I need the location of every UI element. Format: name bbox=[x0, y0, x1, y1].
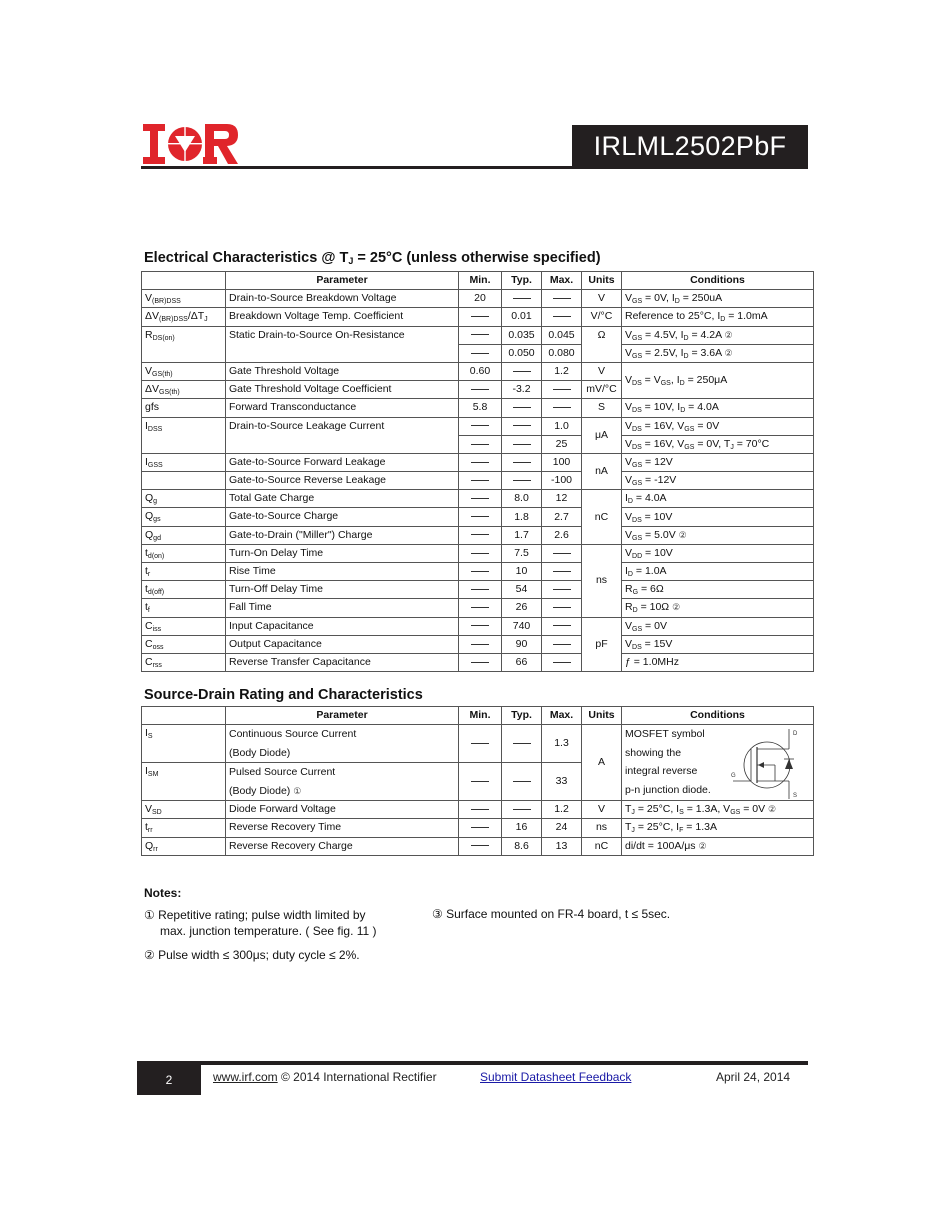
column-header bbox=[142, 707, 226, 725]
conditions-cell: $V_{DS} = V_{GS}$, $I_D = 250\mu A$ bbox=[622, 362, 814, 398]
symbol-cell: $t_{d(on)}$ bbox=[142, 544, 226, 562]
min-cell bbox=[459, 472, 502, 490]
footer-date: April 24, 2014 bbox=[716, 1070, 791, 1084]
conditions-cell: Reference to 25°C, $I_D = 1.0mA$ bbox=[622, 308, 814, 326]
table-row bbox=[142, 837, 814, 855]
note-1: ① Repetitive rating; pulse width limited by max. junction temperature. ( See fig. 11 ) bbox=[144, 908, 377, 938]
symbol-cell: $t_{d(off)}$ bbox=[142, 581, 226, 599]
max-cell: 1.0 bbox=[542, 417, 582, 435]
conditions-cell: $I_D = 1.0A$ bbox=[622, 563, 814, 581]
dash-placeholder bbox=[471, 743, 489, 744]
dash-placeholder bbox=[553, 389, 571, 390]
parameter-cell: Breakdown Voltage Temp. Coefficient bbox=[226, 308, 459, 326]
min-cell bbox=[459, 563, 502, 581]
parameter-cell: Pulsed Source Current (Body Diode) ① bbox=[226, 763, 459, 801]
min-cell: 0.60 bbox=[459, 362, 502, 380]
conditions-cell: $V_{DS} = 16V$, $V_{GS} = 0V$, $T_J = 70^\circ C$ bbox=[622, 435, 814, 453]
parameter-cell: Turn-On Delay Time bbox=[226, 544, 459, 562]
symbol-cell: $Q_{gs}$ bbox=[142, 508, 226, 526]
typ-cell: 7.5 bbox=[502, 544, 542, 562]
units-cell: μA bbox=[582, 417, 622, 453]
conditions-cell: $I_D = 4.0A$ bbox=[622, 490, 814, 508]
table-row bbox=[142, 290, 814, 308]
units-cell: ns bbox=[582, 819, 622, 837]
typ-cell: 8.0 bbox=[502, 490, 542, 508]
dash-placeholder bbox=[471, 845, 489, 846]
dash-placeholder bbox=[471, 425, 489, 426]
conditions-cell: $V_{DD} = 10V$ bbox=[622, 544, 814, 562]
min-cell bbox=[459, 617, 502, 635]
max-cell: 100 bbox=[542, 453, 582, 471]
parameter-cell: Output Capacitance bbox=[226, 635, 459, 653]
max-cell: 24 bbox=[542, 819, 582, 837]
min-cell bbox=[459, 417, 502, 435]
conditions-cell: $R_D = 10\Omega$ ② bbox=[622, 599, 814, 617]
typ-cell bbox=[502, 417, 542, 435]
max-cell bbox=[542, 308, 582, 326]
typ-cell bbox=[502, 435, 542, 453]
dash-placeholder bbox=[471, 607, 489, 608]
footer-copyright: www.irf.com © 2014 International Rectifier bbox=[213, 1070, 437, 1084]
dash-placeholder bbox=[553, 553, 571, 554]
mosfet-symbol-icon bbox=[727, 727, 807, 799]
symbol-cell: gfs bbox=[142, 399, 226, 417]
min-cell bbox=[459, 308, 502, 326]
min-cell: 20 bbox=[459, 290, 502, 308]
max-cell: 0.080 bbox=[542, 344, 582, 362]
column-header: Typ. bbox=[502, 272, 542, 290]
dash-placeholder bbox=[471, 662, 489, 663]
units-cell: V bbox=[582, 290, 622, 308]
min-cell bbox=[459, 453, 502, 471]
conditions-cell: $V_{GS} = 0V$ bbox=[622, 617, 814, 635]
typ-cell: 54 bbox=[502, 581, 542, 599]
dash-placeholder bbox=[471, 498, 489, 499]
dash-placeholder bbox=[471, 644, 489, 645]
typ-cell: -3.2 bbox=[502, 381, 542, 399]
electrical-section-title: Electrical Characteristics @ $T_J = 25^\circ C$ (unless otherwise specified) bbox=[144, 250, 601, 266]
table-row bbox=[142, 308, 814, 326]
table-row bbox=[142, 508, 814, 526]
symbol-cell: $Q_{rr}$ bbox=[142, 837, 226, 855]
conditions-cell: $V_{GS} = -12V$ bbox=[622, 472, 814, 490]
table-row bbox=[142, 453, 814, 471]
typ-cell: 10 bbox=[502, 563, 542, 581]
typ-cell bbox=[502, 763, 542, 801]
symbol-cell: $R_{DS(on)}$ bbox=[142, 326, 226, 362]
min-cell bbox=[459, 763, 502, 801]
dash-placeholder bbox=[553, 589, 571, 590]
svg-text:D: D bbox=[793, 731, 798, 738]
min-cell bbox=[459, 635, 502, 653]
min-cell bbox=[459, 653, 502, 671]
typ-cell: 0.01 bbox=[502, 308, 542, 326]
dash-placeholder bbox=[553, 607, 571, 608]
dash-placeholder bbox=[471, 534, 489, 535]
parameter-cell: Continuous Source Current (Body Diode) bbox=[226, 725, 459, 763]
parameter-cell: Drain-to-Source Leakage Current bbox=[226, 417, 459, 453]
max-cell bbox=[542, 381, 582, 399]
conditions-cell: ƒ = 1.0MHz bbox=[622, 653, 814, 671]
typ-cell bbox=[502, 725, 542, 763]
dash-placeholder bbox=[553, 625, 571, 626]
parameter-cell: Gate-to-Source Forward Leakage bbox=[226, 453, 459, 471]
parameter-cell: Forward Transconductance bbox=[226, 399, 459, 417]
min-cell bbox=[459, 490, 502, 508]
dash-placeholder bbox=[513, 480, 531, 481]
max-cell bbox=[542, 399, 582, 417]
ior-logo bbox=[143, 124, 239, 164]
max-cell bbox=[542, 653, 582, 671]
symbol-cell: $t_r$ bbox=[142, 563, 226, 581]
dash-placeholder bbox=[471, 827, 489, 828]
dash-placeholder bbox=[513, 425, 531, 426]
units-cell: S bbox=[582, 399, 622, 417]
dash-placeholder bbox=[471, 589, 489, 590]
dash-placeholder bbox=[553, 316, 571, 317]
parameter-cell: Reverse Recovery Time bbox=[226, 819, 459, 837]
min-cell bbox=[459, 544, 502, 562]
units-cell: pF bbox=[582, 617, 622, 672]
dash-placeholder bbox=[471, 553, 489, 554]
table-row bbox=[142, 362, 814, 380]
column-header: Units bbox=[582, 272, 622, 290]
min-cell bbox=[459, 801, 502, 819]
max-cell bbox=[542, 617, 582, 635]
conditions-cell: $R_G = 6\Omega$ bbox=[622, 581, 814, 599]
electrical-characteristics-table bbox=[141, 271, 814, 672]
table-row bbox=[142, 472, 814, 490]
dash-placeholder bbox=[513, 781, 531, 782]
max-cell: 1.2 bbox=[542, 362, 582, 380]
column-header: Max. bbox=[542, 272, 582, 290]
parameter-cell: Gate-to-Drain ("Miller") Charge bbox=[226, 526, 459, 544]
dash-placeholder bbox=[471, 316, 489, 317]
units-cell: nA bbox=[582, 453, 622, 489]
min-cell bbox=[459, 725, 502, 763]
table-row bbox=[142, 581, 814, 599]
max-cell bbox=[542, 544, 582, 562]
max-cell bbox=[542, 635, 582, 653]
symbol-cell: $t_{rr}$ bbox=[142, 819, 226, 837]
units-cell: V bbox=[582, 801, 622, 819]
submit-feedback-link[interactable]: Submit Datasheet Feedback bbox=[480, 1070, 632, 1084]
note-3: ③ Surface mounted on FR-4 board, t ≤ 5sec. bbox=[432, 907, 671, 921]
dash-placeholder bbox=[471, 462, 489, 463]
typ-cell: 90 bbox=[502, 635, 542, 653]
dash-placeholder bbox=[471, 480, 489, 481]
table-row bbox=[142, 326, 814, 344]
conditions-cell: $V_{GS} = 2.5V$, $I_D = 3.6A$ ② bbox=[622, 344, 814, 362]
units-cell: nC bbox=[582, 837, 622, 855]
column-header: Conditions bbox=[622, 707, 814, 725]
note-2: ② Pulse width ≤ 300μs; duty cycle ≤ 2%. bbox=[144, 948, 360, 962]
conditions-cell: $V_{GS} = 12V$ bbox=[622, 453, 814, 471]
parameter-cell: Static Drain-to-Source On-Resistance bbox=[226, 326, 459, 362]
dash-placeholder bbox=[471, 571, 489, 572]
conditions-cell: $V_{DS} = 15V$ bbox=[622, 635, 814, 653]
header-rule bbox=[141, 166, 808, 169]
symbol-cell: $C_{rss}$ bbox=[142, 653, 226, 671]
dash-placeholder bbox=[471, 781, 489, 782]
table-row bbox=[142, 635, 814, 653]
dash-placeholder bbox=[553, 644, 571, 645]
dash-placeholder bbox=[471, 334, 489, 335]
symbol-cell: $I_{DSS}$ bbox=[142, 417, 226, 453]
min-cell bbox=[459, 526, 502, 544]
dash-placeholder bbox=[471, 444, 489, 445]
conditions-cell: $V_{DS} = 10V$, $I_D = 4.0A$ bbox=[622, 399, 814, 417]
table-row bbox=[142, 653, 814, 671]
dash-placeholder bbox=[513, 809, 531, 810]
units-cell: mV/°C bbox=[582, 381, 622, 399]
parameter-cell: Total Gate Charge bbox=[226, 490, 459, 508]
conditions-cell: $T_J = 25^\circ C$, $I_F = 1.3A$ bbox=[622, 819, 814, 837]
dash-placeholder bbox=[553, 571, 571, 572]
svg-text:S: S bbox=[793, 793, 798, 800]
table-row bbox=[142, 490, 814, 508]
min-cell bbox=[459, 381, 502, 399]
table-row bbox=[142, 725, 814, 763]
website-link[interactable]: www.irf.com bbox=[213, 1070, 278, 1084]
typ-cell: 26 bbox=[502, 599, 542, 617]
parameter-cell: Reverse Recovery Charge bbox=[226, 837, 459, 855]
min-cell bbox=[459, 581, 502, 599]
mosfet-description: MOSFET symbol showing the integral reverse p-n junction diode. bbox=[625, 728, 711, 796]
symbol-cell: $\Delta V_{(BR)DSS}/\Delta T_J$ bbox=[142, 308, 226, 326]
units-cell: ns bbox=[582, 544, 622, 617]
typ-cell: 0.050 bbox=[502, 344, 542, 362]
max-cell: 0.045 bbox=[542, 326, 582, 344]
min-cell bbox=[459, 599, 502, 617]
table-row bbox=[142, 526, 814, 544]
table-row bbox=[142, 399, 814, 417]
max-cell: 13 bbox=[542, 837, 582, 855]
column-header bbox=[142, 272, 226, 290]
table-row bbox=[142, 801, 814, 819]
dash-placeholder bbox=[471, 809, 489, 810]
max-cell bbox=[542, 599, 582, 617]
symbol-cell: $t_f$ bbox=[142, 599, 226, 617]
parameter-cell: Rise Time bbox=[226, 563, 459, 581]
max-cell: 25 bbox=[542, 435, 582, 453]
max-cell: 1.3 bbox=[542, 725, 582, 763]
mosfet-symbol-cell bbox=[622, 725, 814, 801]
column-header: Typ. bbox=[502, 707, 542, 725]
page-number: 2 bbox=[137, 1064, 201, 1095]
dash-placeholder bbox=[553, 298, 571, 299]
symbol-cell: $\Delta V_{GS(th)}$ bbox=[142, 381, 226, 399]
typ-cell: 1.7 bbox=[502, 526, 542, 544]
typ-cell: 1.8 bbox=[502, 508, 542, 526]
typ-cell: 0.035 bbox=[502, 326, 542, 344]
typ-cell bbox=[502, 453, 542, 471]
parameter-cell: Gate-to-Source Reverse Leakage bbox=[226, 472, 459, 490]
dash-placeholder bbox=[513, 462, 531, 463]
dash-placeholder bbox=[513, 743, 531, 744]
table-row bbox=[142, 544, 814, 562]
column-header: Min. bbox=[459, 272, 502, 290]
parameter-cell: Diode Forward Voltage bbox=[226, 801, 459, 819]
symbol-cell: $C_{oss}$ bbox=[142, 635, 226, 653]
units-cell: A bbox=[582, 725, 622, 801]
dash-placeholder bbox=[471, 353, 489, 354]
max-cell bbox=[542, 563, 582, 581]
max-cell: -100 bbox=[542, 472, 582, 490]
typ-cell bbox=[502, 290, 542, 308]
parameter-cell: Gate Threshold Voltage Coefficient bbox=[226, 381, 459, 399]
table-row bbox=[142, 599, 814, 617]
units-cell: V bbox=[582, 362, 622, 380]
table-header-row bbox=[142, 272, 814, 290]
typ-cell bbox=[502, 362, 542, 380]
parameter-cell: Gate Threshold Voltage bbox=[226, 362, 459, 380]
dash-placeholder bbox=[471, 389, 489, 390]
conditions-cell: $V_{GS} = 0V$, $I_D = 250uA$ bbox=[622, 290, 814, 308]
column-header: Min. bbox=[459, 707, 502, 725]
table-row bbox=[142, 617, 814, 635]
parameter-cell: Drain-to-Source Breakdown Voltage bbox=[226, 290, 459, 308]
units-cell: V/°C bbox=[582, 308, 622, 326]
footer-rule bbox=[137, 1061, 808, 1065]
conditions-cell: $V_{DS} = 10V$ bbox=[622, 508, 814, 526]
units-cell: nC bbox=[582, 490, 622, 545]
table-row bbox=[142, 563, 814, 581]
max-cell bbox=[542, 290, 582, 308]
dash-placeholder bbox=[513, 444, 531, 445]
typ-cell bbox=[502, 399, 542, 417]
max-cell: 12 bbox=[542, 490, 582, 508]
conditions-cell: $V_{GS} = 4.5V$, $I_D = 4.2A$ ② bbox=[622, 326, 814, 344]
symbol-cell: $I_S$ bbox=[142, 725, 226, 763]
column-header: Max. bbox=[542, 707, 582, 725]
dash-placeholder bbox=[553, 662, 571, 663]
max-cell: 33 bbox=[542, 763, 582, 801]
typ-cell: 16 bbox=[502, 819, 542, 837]
typ-cell: 740 bbox=[502, 617, 542, 635]
min-cell: 5.8 bbox=[459, 399, 502, 417]
column-header: Conditions bbox=[622, 272, 814, 290]
typ-cell: 8.6 bbox=[502, 837, 542, 855]
symbol-cell: $I_{GSS}$ bbox=[142, 453, 226, 471]
min-cell bbox=[459, 837, 502, 855]
part-number-title: IRLML2502PbF bbox=[572, 125, 808, 167]
parameter-cell: Reverse Transfer Capacitance bbox=[226, 653, 459, 671]
column-header: Parameter bbox=[226, 272, 459, 290]
typ-cell bbox=[502, 801, 542, 819]
units-cell: Ω bbox=[582, 326, 622, 362]
svg-text:G: G bbox=[731, 773, 736, 780]
column-header: Units bbox=[582, 707, 622, 725]
notes-heading: Notes: bbox=[144, 886, 182, 900]
min-cell bbox=[459, 508, 502, 526]
table-header-row bbox=[142, 707, 814, 725]
symbol-cell: $V_{SD}$ bbox=[142, 801, 226, 819]
parameter-cell: Turn-Off Delay Time bbox=[226, 581, 459, 599]
symbol-cell bbox=[142, 472, 226, 490]
symbol-cell: $V_{GS(th)}$ bbox=[142, 362, 226, 380]
min-cell bbox=[459, 326, 502, 344]
typ-cell bbox=[502, 472, 542, 490]
dash-placeholder bbox=[513, 298, 531, 299]
min-cell bbox=[459, 819, 502, 837]
symbol-cell: $Q_{gd}$ bbox=[142, 526, 226, 544]
symbol-cell: $V_{(BR)DSS}$ bbox=[142, 290, 226, 308]
typ-cell: 66 bbox=[502, 653, 542, 671]
column-header: Parameter bbox=[226, 707, 459, 725]
table-row bbox=[142, 417, 814, 435]
max-cell: 1.2 bbox=[542, 801, 582, 819]
min-cell bbox=[459, 435, 502, 453]
conditions-cell: $V_{GS} = 5.0V$ ② bbox=[622, 526, 814, 544]
symbol-cell: $I_{SM}$ bbox=[142, 763, 226, 801]
dash-placeholder bbox=[471, 625, 489, 626]
source-drain-table bbox=[141, 706, 814, 856]
symbol-cell: $C_{iss}$ bbox=[142, 617, 226, 635]
dash-placeholder bbox=[513, 371, 531, 372]
conditions-cell: $T_J = 25^\circ C$, $I_S = 1.3A$, $V_{GS} = 0V$ ② bbox=[622, 801, 814, 819]
table-row bbox=[142, 819, 814, 837]
parameter-cell: Fall Time bbox=[226, 599, 459, 617]
conditions-cell: $V_{DS} = 16V$, $V_{GS} = 0V$ bbox=[622, 417, 814, 435]
min-cell bbox=[459, 344, 502, 362]
conditions-cell: di/dt = 100A/μs ② bbox=[622, 837, 814, 855]
source-drain-section-title: Source-Drain Rating and Characteristics bbox=[144, 687, 423, 703]
symbol-cell: $Q_g$ bbox=[142, 490, 226, 508]
max-cell: 2.6 bbox=[542, 526, 582, 544]
max-cell: 2.7 bbox=[542, 508, 582, 526]
parameter-cell: Input Capacitance bbox=[226, 617, 459, 635]
dash-placeholder bbox=[553, 407, 571, 408]
dash-placeholder bbox=[471, 516, 489, 517]
max-cell bbox=[542, 581, 582, 599]
dash-placeholder bbox=[513, 407, 531, 408]
parameter-cell: Gate-to-Source Charge bbox=[226, 508, 459, 526]
